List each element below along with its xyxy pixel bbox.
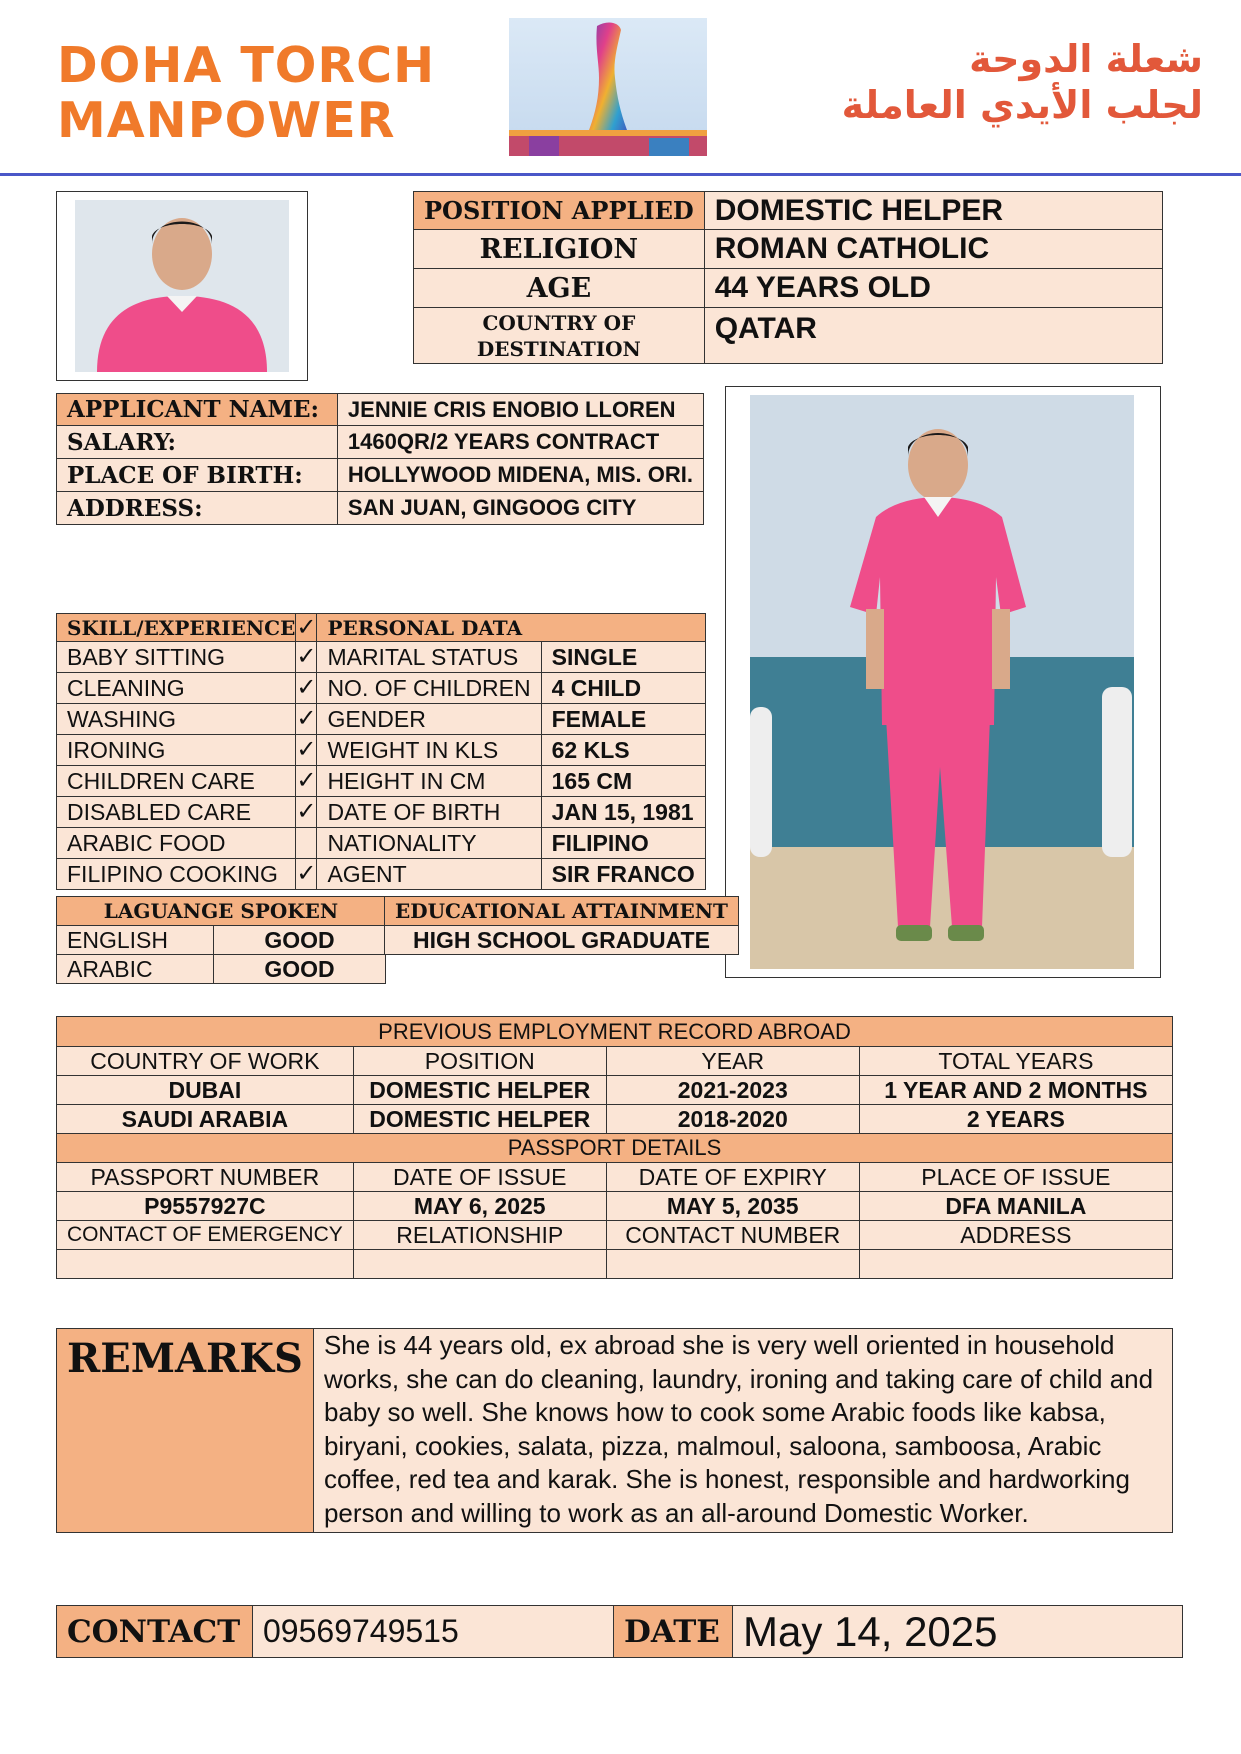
employment-columns-row <box>57 1047 1173 1076</box>
birthplace-label: PLACE OF BIRTH: <box>57 459 338 492</box>
salary-value: 1460QR/2 YEARS CONTRACT <box>337 426 703 459</box>
check-icon: ✓ <box>296 673 317 704</box>
remarks-row <box>57 1329 1173 1533</box>
language-header-row <box>57 897 386 926</box>
personal-data-header: PERSONAL DATA <box>317 614 705 642</box>
personal-value: 62 KLS <box>541 735 705 766</box>
skill-row <box>57 828 706 859</box>
emergency-address-value <box>859 1250 1172 1279</box>
passport-expiry-date: MAY 5, 2035 <box>606 1192 859 1221</box>
employment-column-header: TOTAL YEARS <box>859 1047 1172 1076</box>
personal-value: SINGLE <box>541 642 705 673</box>
skills-header-check-icon: ✓ <box>296 613 317 641</box>
passport-column-header: PASSPORT NUMBER <box>57 1163 354 1192</box>
passport-column-header: PLACE OF ISSUE <box>859 1163 1172 1192</box>
personal-field: GENDER <box>317 704 541 735</box>
language-row <box>57 955 386 984</box>
passport-title-row <box>57 1134 1173 1163</box>
applicant-portrait-photo <box>56 191 308 381</box>
emergency-column-header: CONTACT NUMBER <box>606 1221 859 1250</box>
employment-cell: DOMESTIC HELPER <box>353 1076 606 1105</box>
skills-personal-table <box>56 613 706 890</box>
employment-passport-table <box>56 1016 1173 1279</box>
passport-number: P9557927C <box>57 1192 354 1221</box>
birthplace-row <box>57 459 704 492</box>
employment-column-header: YEAR <box>606 1047 859 1076</box>
language-header: LAGUANGE SPOKEN <box>57 897 386 926</box>
age-value: 44 YEARS OLD <box>704 269 1162 308</box>
check-icon <box>296 828 317 859</box>
language-row <box>57 926 386 955</box>
skill-name: FILIPINO COOKING <box>57 859 296 890</box>
emergency-values-row <box>57 1250 1173 1279</box>
skill-row <box>57 735 706 766</box>
skill-name: ARABIC FOOD <box>57 828 296 859</box>
position-value: DOMESTIC HELPER <box>704 192 1162 230</box>
education-value: HIGH SCHOOL GRADUATE <box>385 926 739 955</box>
emergency-column-header: RELATIONSHIP <box>353 1221 606 1250</box>
skill-row <box>57 797 706 828</box>
language-level: GOOD <box>214 955 386 984</box>
contact-value: 09569749515 <box>253 1606 614 1658</box>
emergency-column-header: ADDRESS <box>859 1221 1172 1250</box>
arabic-line1: شعلة الدوحة <box>969 37 1203 81</box>
agency-name-arabic <box>842 36 1203 128</box>
destination-row <box>414 308 1163 364</box>
employment-column-header: COUNTRY OF WORK <box>57 1047 354 1076</box>
applicant-name-label: APPLICANT NAME: <box>57 394 338 426</box>
emergency-contact-value <box>57 1250 354 1279</box>
check-icon: ✓ <box>296 642 317 673</box>
personal-value: FEMALE <box>541 704 705 735</box>
skill-name: WASHING <box>57 704 296 735</box>
salary-label: SALARY: <box>57 426 338 459</box>
footer-table <box>56 1605 1183 1658</box>
contact-label: CONTACT <box>57 1606 253 1658</box>
applicant-name-row <box>57 394 704 426</box>
arabic-line2: لجلب الأيدي العاملة <box>841 83 1203 127</box>
employment-cell: 2018-2020 <box>606 1105 859 1134</box>
passport-column-header: DATE OF ISSUE <box>353 1163 606 1192</box>
check-icon: ✓ <box>296 735 317 766</box>
remarks-table <box>56 1328 1173 1533</box>
employment-cell: SAUDI ARABIA <box>57 1105 354 1134</box>
personal-value: FILIPINO <box>541 828 705 859</box>
education-table <box>384 896 739 955</box>
skill-row <box>57 766 706 797</box>
personal-field: AGENT <box>317 859 541 890</box>
skill-row <box>57 859 706 890</box>
applicant-full-body-photo <box>725 386 1161 978</box>
skill-name: CLEANING <box>57 673 296 704</box>
language-table <box>56 896 386 984</box>
salary-row <box>57 426 704 459</box>
applicant-table <box>56 393 704 525</box>
check-icon: ✓ <box>296 766 317 797</box>
education-header: EDUCATIONAL ATTAINMENT <box>385 897 739 926</box>
personal-field: NATIONALITY <box>317 828 541 859</box>
skill-row <box>57 673 706 704</box>
religion-row <box>414 230 1163 269</box>
education-header-row <box>385 897 739 926</box>
religion-value: ROMAN CATHOLIC <box>704 230 1162 269</box>
passport-title: PASSPORT DETAILS <box>57 1134 1173 1163</box>
torch-tower-logo <box>509 18 707 156</box>
personal-value: 4 CHILD <box>541 673 705 704</box>
skill-name: BABY SITTING <box>57 642 296 673</box>
passport-issue-date: MAY 6, 2025 <box>353 1192 606 1221</box>
personal-field: HEIGHT IN CM <box>317 766 541 797</box>
passport-issue-place: DFA MANILA <box>859 1192 1172 1221</box>
address-value: SAN JUAN, GINGOOG CITY <box>337 492 703 525</box>
skill-name: DISABLED CARE <box>57 797 296 828</box>
employment-row <box>57 1105 1173 1134</box>
employment-cell: DOMESTIC HELPER <box>353 1105 606 1134</box>
skills-header-row <box>57 614 706 642</box>
destination-label: COUNTRY OF DESTINATION <box>414 308 705 364</box>
birthplace-value: HOLLYWOOD MIDENA, MIS. ORI. <box>337 459 703 492</box>
remarks-text: She is 44 years old, ex abroad she is very well oriented in household works, she can do cleaning, laundry, ironing and taking care of child and baby so well. She knows how to cook some Arabic foods like kabsa, biryani, cookies, salata, pizza, malmoul, saloona, samboosa, Arabic coffee, red tea and karak. She is honest, responsible and hardworking person and willing to work as an all-around Domestic Worker. <box>313 1329 1172 1533</box>
employment-cell: 2 YEARS <box>859 1105 1172 1134</box>
position-label: POSITION APPLIED <box>414 192 705 230</box>
personal-field: WEIGHT IN KLS <box>317 735 541 766</box>
check-icon: ✓ <box>296 859 317 890</box>
passport-columns-row <box>57 1163 1173 1192</box>
language-name: ARABIC <box>57 955 214 984</box>
employment-cell: 1 YEAR AND 2 MONTHS <box>859 1076 1172 1105</box>
skill-name: CHILDREN CARE <box>57 766 296 797</box>
skill-row <box>57 642 706 673</box>
remarks-label: REMARKS <box>57 1329 314 1533</box>
applicant-name-value: JENNIE CRIS ENOBIO LLOREN <box>337 394 703 426</box>
check-icon: ✓ <box>296 704 317 735</box>
personal-value: JAN 15, 1981 <box>541 797 705 828</box>
personal-field: NO. OF CHILDREN <box>317 673 541 704</box>
employment-cell: DUBAI <box>57 1076 354 1105</box>
personal-field: MARITAL STATUS <box>317 642 541 673</box>
destination-value: QATAR <box>704 308 1162 364</box>
religion-label: RELIGION <box>414 230 705 269</box>
check-icon: ✓ <box>296 797 317 828</box>
date-label: DATE <box>614 1606 733 1658</box>
employment-title-row <box>57 1017 1173 1047</box>
language-name: ENGLISH <box>57 926 214 955</box>
skills-header: SKILL/EXPERIENCE <box>57 614 296 642</box>
position-table <box>413 191 1163 364</box>
address-row <box>57 492 704 525</box>
skill-name: IRONING <box>57 735 296 766</box>
date-value: May 14, 2025 <box>733 1606 1183 1658</box>
emergency-column-header: CONTACT OF EMERGENCY <box>57 1221 354 1250</box>
position-row <box>414 192 1163 230</box>
age-row <box>414 269 1163 308</box>
passport-column-header: DATE OF EXPIRY <box>606 1163 859 1192</box>
header-divider <box>0 173 1241 176</box>
agency-name <box>57 38 435 148</box>
agency-name-line2: MANPOWER <box>57 92 396 149</box>
skill-row <box>57 704 706 735</box>
employment-title: PREVIOUS EMPLOYMENT RECORD ABROAD <box>57 1017 1173 1047</box>
emergency-number-value <box>606 1250 859 1279</box>
age-label: AGE <box>414 269 705 308</box>
personal-value: SIR FRANCO <box>541 859 705 890</box>
emergency-relationship-value <box>353 1250 606 1279</box>
agency-name-line1: DOHA TORCH <box>57 37 436 94</box>
employment-row <box>57 1076 1173 1105</box>
address-label: ADDRESS: <box>57 492 338 525</box>
emergency-columns-row <box>57 1221 1173 1250</box>
footer-row <box>57 1606 1183 1658</box>
passport-values-row <box>57 1192 1173 1221</box>
employment-cell: 2021-2023 <box>606 1076 859 1105</box>
language-level: GOOD <box>214 926 386 955</box>
education-row <box>385 926 739 955</box>
employment-column-header: POSITION <box>353 1047 606 1076</box>
personal-field: DATE OF BIRTH <box>317 797 541 828</box>
personal-value: 165 CM <box>541 766 705 797</box>
